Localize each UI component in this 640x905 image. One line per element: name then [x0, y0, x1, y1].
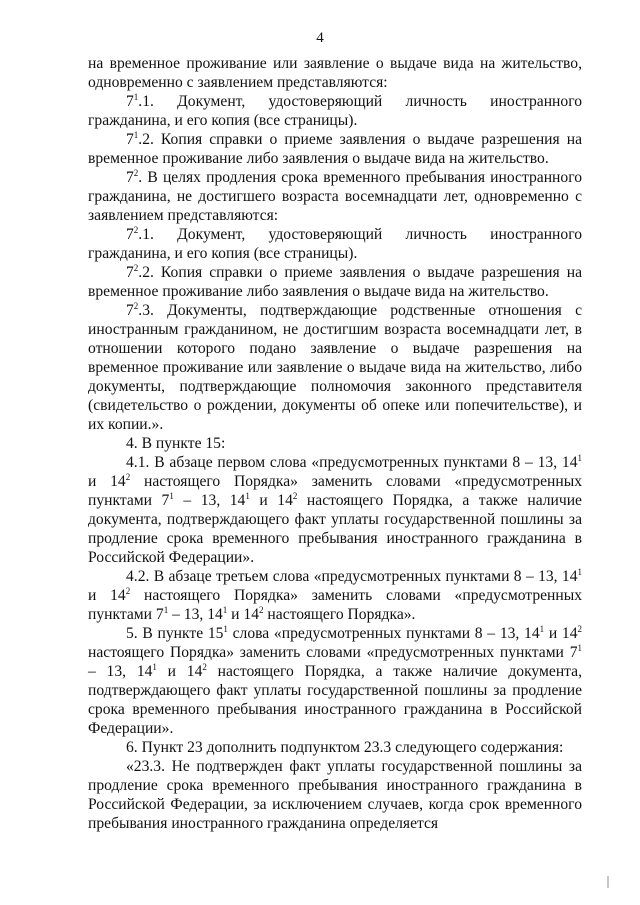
text-run: .2. Копия справки о приеме заявления о выдаче разрешения на временное проживание либо заявления о выдаче вида на жительство. [88, 131, 582, 167]
text-run: 4. В пункте 15: [126, 435, 226, 452]
paragraph-p3 [88, 168, 582, 225]
text-run: настоящего Порядка» заменить словами «предусмотренных пунктами 7 [88, 473, 582, 509]
scan-artifact [607, 876, 609, 888]
text-run: на временное проживание или заявление о выдаче вида на жительство, одновременно с заявлением представляются: [88, 55, 582, 91]
paragraph-p10 [88, 624, 582, 738]
text-run: 7 [126, 264, 134, 281]
text-run: 6. Пункт 23 дополнить подпунктом 23.3 следующего содержания: [126, 739, 564, 756]
superscript: 1 [222, 605, 228, 615]
page-number: 4 [316, 30, 324, 46]
text-run: 7 [126, 131, 134, 148]
text-run: настоящего Порядка». [263, 606, 416, 623]
text-run: слова «предусмотренных пунктами 8 – 13, 14 [227, 625, 540, 642]
text-run: и 14 [249, 492, 293, 509]
paragraph-p4 [88, 225, 582, 263]
text-run: настоящего Порядка» заменить словами «предусмотренных пунктами 7 [88, 587, 582, 623]
superscript: 1 [577, 567, 582, 577]
text-run: 7 [126, 302, 134, 319]
paragraph-p5 [88, 263, 582, 301]
text-run: 4.1. В абзаце первом слова «предусмотренных пунктами 8 – 13, 14 [126, 454, 578, 471]
text-run: – 13, 14 [88, 663, 153, 680]
superscript: 2 [202, 662, 207, 672]
superscript: 1 [577, 643, 582, 653]
superscript: 1 [163, 605, 169, 615]
text-run: и 14 [156, 663, 203, 680]
text-run: и 14 [544, 625, 578, 642]
superscript: 1 [169, 491, 174, 501]
superscript: 2 [292, 491, 298, 501]
paragraph-p6 [88, 301, 582, 434]
text-run: . В целях продления срока временного пребывания иностранного гражданина, не достигшего возраста восемнадцати лет, одновременно с заявлением представляются: [88, 169, 582, 224]
text-run: .3. Документы, подтверждающие родственные отношения с иностранным гражданином, не достигшим возраста восемнадцати лет, в отношении которого подано заявление о выдаче разрешения на временное проживание или заявление о выдаче вида на жительство, либо документы, подтверждающие полномочия законного представителя (свидетельство о рождении, документы об опеке или попечительстве), и их копии.». [88, 302, 582, 433]
text-run: .1. Документ, удостоверяющий личность иностранного гражданина, и его копия (все страницы). [88, 93, 582, 129]
superscript: 1 [223, 624, 228, 634]
text-run: 4.2. В абзаце третьем слова «предусмотренных пунктами 8 – 13, 14 [126, 568, 578, 585]
superscript: 1 [245, 491, 250, 501]
superscript: 1 [539, 624, 545, 634]
text-run: .1. Документ, удостоверяющий личность иностранного гражданина, и его копия (все страницы). [88, 226, 582, 262]
superscript: 1 [133, 130, 139, 140]
superscript: 2 [125, 586, 131, 596]
text-run: 7 [126, 169, 134, 186]
text-run: «23.3. Не подтвержден факт уплаты государственной пошлины за продление срока временного пребывания иностранного гражданина в Российской Федерации, за исключением случаев, когда срок временного пребывания иностранного гражданина определяется [88, 758, 582, 832]
text-run: .2. Копия справки о приеме заявления о выдаче разрешения на временное проживание либо заявления о выдаче вида на жительство. [88, 264, 582, 300]
paragraph-p7 [88, 434, 582, 453]
text-run: настоящего Порядка, а также наличие документа, подтверждающего факт уплаты государственной пошлины за продление срока временного пребывания иностранного гражданина в Российской Федерации». [88, 663, 582, 737]
paragraph-p8 [88, 453, 582, 567]
superscript: 2 [125, 472, 131, 482]
superscript: 2 [259, 605, 264, 615]
text-run: 7 [126, 226, 134, 243]
text-run: – 13, 14 [173, 492, 246, 509]
document-body [88, 54, 582, 833]
text-run: и 14 [88, 587, 126, 604]
superscript: 2 [133, 168, 139, 178]
paragraph-p9 [88, 567, 582, 624]
text-run: настоящего Порядка, а также наличие документа, подтверждающего факт уплаты государственной пошлины за продление срока временного пребывания иностранного гражданина в Российской Федерации». [88, 492, 582, 566]
text-run: и 14 [227, 606, 260, 623]
text-run: 5. В пункте 15 [126, 625, 224, 642]
paragraph-p11 [88, 738, 582, 757]
paragraph-p0 [88, 54, 582, 92]
text-run: настоящего Порядка» заменить словами «предусмотренных пунктами 7 [88, 644, 578, 661]
superscript: 2 [133, 301, 139, 311]
superscript: 1 [577, 453, 582, 463]
text-run: и 14 [88, 473, 126, 490]
superscript: 2 [133, 263, 139, 273]
superscript: 2 [133, 225, 139, 235]
superscript: 1 [133, 92, 139, 102]
paragraph-p2 [88, 130, 582, 168]
text-run: 7 [126, 93, 134, 110]
paragraph-p1 [88, 92, 582, 130]
superscript: 2 [577, 624, 582, 634]
superscript: 1 [152, 662, 157, 672]
text-run: – 13, 14 [168, 606, 223, 623]
paragraph-p12 [88, 757, 582, 833]
